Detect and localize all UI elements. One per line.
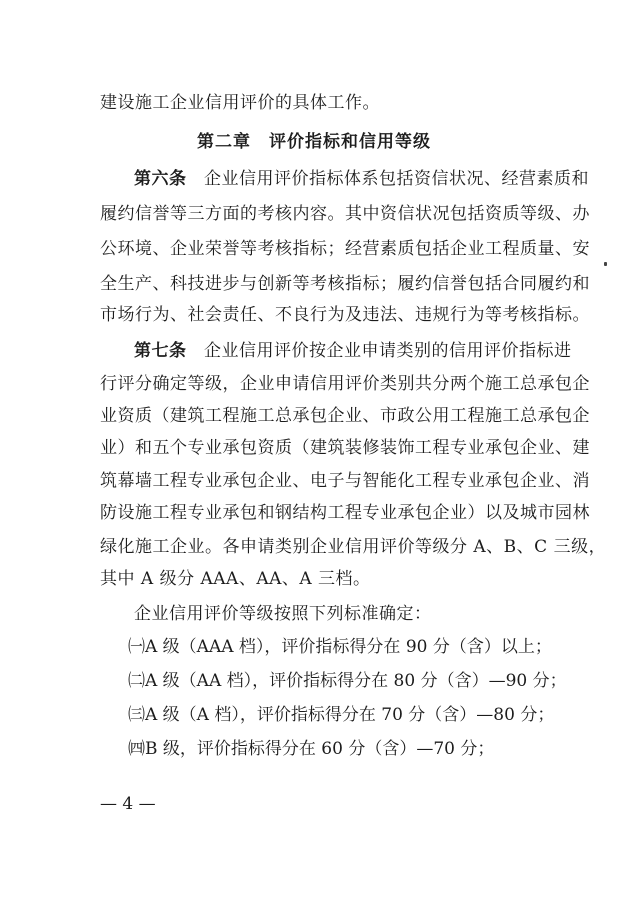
page-number: — 4 — xyxy=(100,794,156,814)
paragraph-line: 防设施工程专业承包和钢结构工程专业承包企业）以及城市园林 xyxy=(100,503,590,523)
grade-intro-line: 企业信用评价等级按照下列标准确定： xyxy=(134,604,432,624)
grade-item-3: ㈢A 级（A 档），评价指标得分在 70 分（含）—80 分； xyxy=(128,705,555,725)
grade-item-4: ㈣B 级，评价指标得分在 60 分（含）—70 分； xyxy=(128,739,495,759)
paragraph-line: 业）和五个专业承包资质（建筑装修装饰工程专业承包企业、建 xyxy=(100,438,590,458)
paragraph-line: 筑幕墙工程专业承包企业、电子与智能化工程专业承包企业、消 xyxy=(100,471,590,491)
chapter-heading: 第二章 评价指标和信用等级 xyxy=(197,132,431,152)
grade-item-1: ㈠A 级（AAA 档），评价指标得分在 90 分（含）以上； xyxy=(128,637,552,657)
paragraph-line: 其中 A 级分 AAA、AA、A 三档。 xyxy=(100,569,371,589)
scan-speck xyxy=(604,262,607,266)
article-6-label: 第六条 xyxy=(134,169,187,189)
article-7-text: 企业信用评价按企业申请类别的信用评价指标进 xyxy=(186,341,572,361)
article-6-text: 企业信用评价指标体系包括资信状况、经营素质和 xyxy=(186,169,589,189)
paragraph-line: 公环境、企业荣誉等考核指标；经营素质包括企业工程质量、安 xyxy=(100,239,590,259)
article-7-line-1 xyxy=(134,340,572,362)
paragraph-line: 履约信誉等三方面的考核内容。其中资信状况包括资质等级、办 xyxy=(100,204,590,224)
paragraph-line: 行评分确定等级，企业申请信用评价类别共分两个施工总承包企 xyxy=(100,374,590,394)
paragraph-line: 绿化施工企业。各申请类别企业信用评价等级分 A、B、C 三级， xyxy=(100,537,607,557)
paragraph-line: 全生产、科技进步与创新等考核指标；履约信誉包括合同履约和 xyxy=(100,274,590,294)
paragraph-line: 市场行为、社会责任、不良行为及违法、违规行为等考核指标。 xyxy=(100,305,590,325)
paragraph-line: 业资质（建筑工程施工总承包企业、市政公用工程施工总承包企 xyxy=(100,406,590,426)
article-7-label: 第七条 xyxy=(134,341,187,361)
paragraph-line: 建设施工企业信用评价的具体工作。 xyxy=(100,93,380,113)
article-6-line-1 xyxy=(134,168,589,190)
grade-item-2: ㈡A 级（AA 档），评价指标得分在 80 分（含）—90 分； xyxy=(128,671,567,691)
